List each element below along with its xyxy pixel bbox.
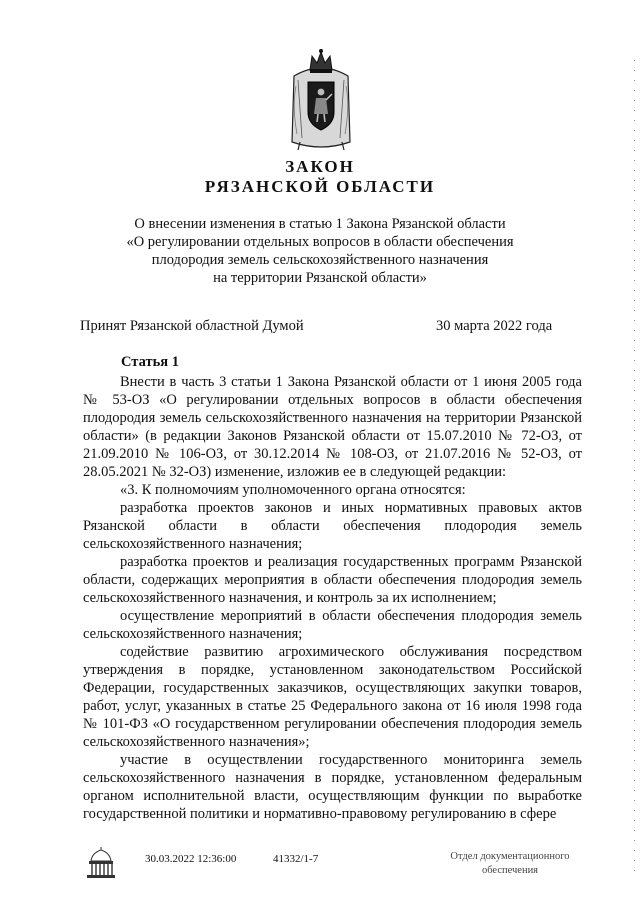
adoption-text: Принят Рязанской областной Думой <box>80 318 304 334</box>
article-paragraph: участие в осуществлении государственного мониторинга земель сельскохозяйственного назначения в порядке, установленном федеральным органом исполнительной власти, осуществляющим функции по выработке государственной политики и нормативно-правовому регулированию в сфере <box>83 752 582 822</box>
article-paragraph: содействие развитию агрохимического обслуживания посредством утверждения в порядке, установленном законодательством Российской Федерации, государственных заказчиков, осуществляющих закупки товаров, работ, услуг, указанных в статье 25 Федерального закона от 16 июля 1998 года № 101-ФЗ «О государственном регулировании обеспечения плодородия земель сельскохозяйственного назначения»; <box>83 644 582 750</box>
department-stamp <box>432 850 588 878</box>
subject-line: «О регулировании отдельных вопросов в области обеспечения <box>126 234 514 250</box>
subject-line: О внесении изменения в статью 1 Закона Рязанской области <box>134 216 506 232</box>
department-line: обеспечения <box>481 865 539 876</box>
law-title: ЗАКОН <box>285 157 355 176</box>
adoption-date: 30 марта 2022 года <box>436 318 553 334</box>
article-body <box>83 373 582 823</box>
subject-line: плодородия земель сельскохозяйственного назначения <box>151 252 489 268</box>
article-paragraph: Внести в часть 3 статьи 1 Закона Рязанской области от 1 июня 2005 года № 53-ОЗ «О регулировании отдельных вопросов в области обеспечения плодородия земель сельскохозяйственного назначения на территории Рязанской области» (в редакции Законов Рязанской области от 15.07.2010 № 72-ОЗ, от 21.09.2010 № 106-ОЗ, от 30.12.2014 № 108-ОЗ, от 21.07.2016 № 52-ОЗ, от 28.05.2021 № 32-ОЗ) изменение, изложив ее в следующей редакции: <box>83 374 582 480</box>
article-paragraph: осуществление мероприятий в области обеспечения плодородия земель сельскохозяйственного назначения; <box>83 608 582 642</box>
law-subject <box>0 215 640 287</box>
duma-building-icon <box>84 847 118 881</box>
subject-line: на территории Рязанской области» <box>213 270 427 286</box>
article-paragraph: разработка проектов и реализация государственных программ Рязанской области, содержащих мероприятия в области обеспечения плодородия земель сельскохозяйственного назначения, и контроль за их исполнением; <box>83 554 582 606</box>
department-line: Отдел документационного <box>450 851 570 862</box>
article-paragraph: разработка проектов законов и иных нормативных правовых актов Рязанской области в области обеспечения плодородия земель сельскохозяйственного назначения; <box>83 500 582 552</box>
print-timestamp: 30.03.2022 12:36:00 <box>145 853 237 865</box>
article-title: Статья 1 <box>121 354 179 370</box>
region-title: РЯЗАНСКОЙ ОБЛАСТИ <box>204 177 436 196</box>
document-number: 41332/1-7 <box>273 853 319 865</box>
article-paragraph: «3. К полномочиям уполномоченного органа относятся: <box>120 482 466 498</box>
ryazan-coat-of-arms-icon <box>288 46 354 156</box>
scan-edge-marks <box>633 0 636 905</box>
